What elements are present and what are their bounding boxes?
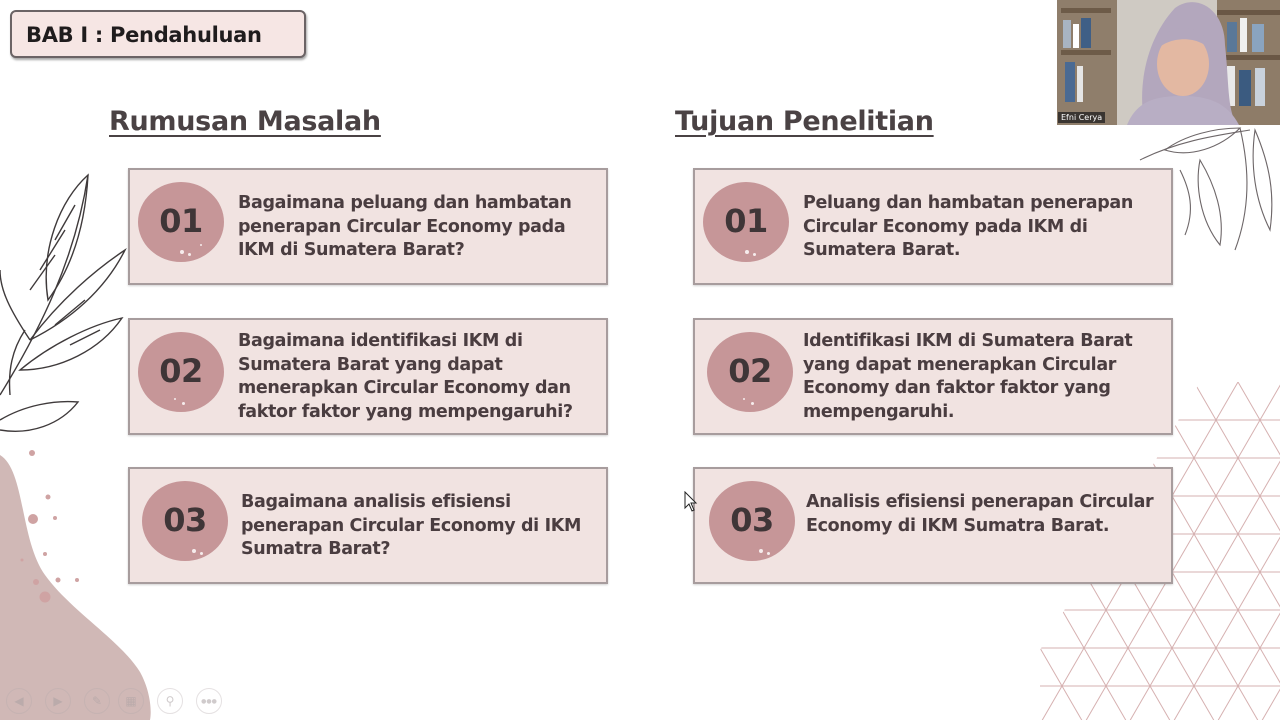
number-badge: [707, 332, 793, 412]
chapter-title-tag: [10, 10, 306, 58]
webcam-video[interactable]: [1057, 0, 1280, 125]
number-badge: [142, 481, 228, 561]
card-text: Peluang dan hambatan penerapan Circular Economy pada IKM di Sumatera Barat.: [803, 193, 1133, 260]
participant-name: Efni Cerya: [1058, 112, 1105, 123]
number-badge: [138, 182, 224, 262]
card-text: Bagaimana analisis efisiensi penerapan Circular Economy di IKM Sumatra Barat?: [241, 492, 582, 559]
number-label: 03: [730, 501, 774, 539]
number-label: 03: [163, 501, 207, 539]
zoom-icon[interactable]: ⚲: [157, 688, 183, 714]
number-label: 02: [159, 352, 203, 390]
card-text: Bagaimana identifikasi IKM di Sumatera Barat yang dapat menerapkan Circular Economy dan faktor faktor yang mempengaruhi?: [238, 331, 573, 422]
heading-rumusan-masalah: Rumusan Masalah: [109, 106, 381, 137]
objective-card-3: [693, 467, 1173, 584]
problem-card-2: [128, 318, 608, 435]
problem-card-1: [128, 168, 608, 285]
objective-card-1: [693, 168, 1173, 285]
card-text: Analisis efisiensi penerapan Circular Economy di IKM Sumatra Barat.: [806, 492, 1154, 536]
mouse-cursor-icon: [684, 491, 698, 513]
number-label: 01: [724, 202, 768, 240]
chapter-title: BAB I : Pendahuluan: [26, 23, 262, 47]
number-label: 01: [159, 202, 203, 240]
number-label: 02: [728, 352, 772, 390]
previous-icon[interactable]: ◀: [6, 688, 32, 714]
pen-icon[interactable]: ✎: [84, 688, 110, 714]
slides-grid-icon[interactable]: ▦: [118, 688, 144, 714]
card-text: Identifikasi IKM di Sumatera Barat yang dapat menerapkan Circular Economy dan faktor faktor yang mempengaruhi.: [803, 331, 1133, 422]
number-badge: [709, 481, 795, 561]
number-badge: [138, 332, 224, 412]
heading-tujuan-penelitian: Tujuan Penelitian: [675, 106, 934, 137]
webcam-feed: [1057, 0, 1280, 125]
number-badge: [703, 182, 789, 262]
objective-card-2: [693, 318, 1173, 435]
more-icon[interactable]: ●●●: [196, 688, 222, 714]
next-icon[interactable]: ▶: [45, 688, 71, 714]
problem-card-3: [128, 467, 608, 584]
card-text: Bagaimana peluang dan hambatan penerapan Circular Economy pada IKM di Sumatera Barat?: [238, 193, 572, 260]
